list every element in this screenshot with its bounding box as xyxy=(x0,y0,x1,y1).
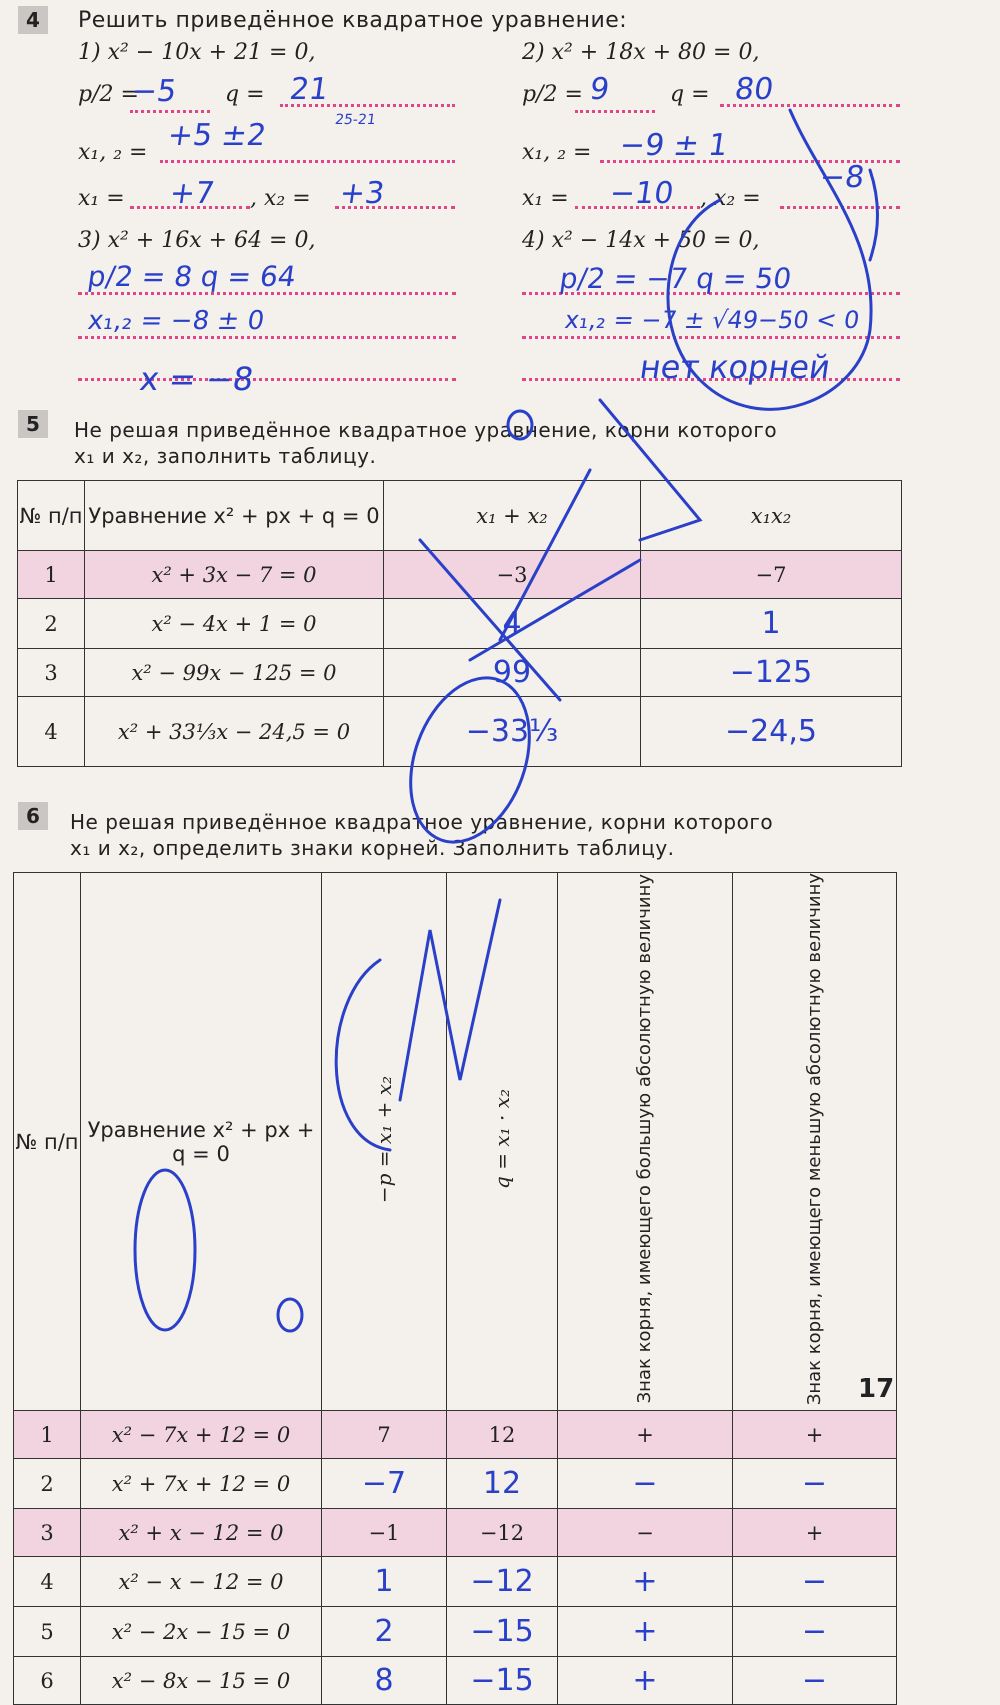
t6-r2-eq: x² + 7x + 12 = 0 xyxy=(81,1459,322,1509)
t5-r3-prod: −125 xyxy=(729,655,813,690)
task-4-equation-1: 1) x² − 10x + 21 = 0, xyxy=(78,40,316,65)
t6-r5-eq: x² − 2x − 15 = 0 xyxy=(81,1607,322,1657)
t5-r3-eq: x² − 99x − 125 = 0 xyxy=(85,649,384,697)
t6-header-q: q = x₁ · x₂ xyxy=(490,1089,514,1190)
t5-r4-prod: −24,5 xyxy=(725,714,817,749)
scribble-hook xyxy=(870,170,878,260)
t6-r1-p: 7 xyxy=(322,1411,447,1459)
t6-r1-q: 12 xyxy=(447,1411,558,1459)
t6-r4-n: 4 xyxy=(14,1557,81,1607)
task-4-equation-2: 2) x² + 18x + 80 = 0, xyxy=(522,40,760,65)
task-4-title: Решить приведённое квадратное уравнение: xyxy=(78,8,628,33)
task-4-equation-4: 4) x² − 14x + 50 = 0, xyxy=(522,228,760,253)
t5-header-sum: x₁ + x₂ xyxy=(384,481,641,551)
task-5-table xyxy=(17,480,902,767)
t6-r6-p: 8 xyxy=(374,1663,394,1699)
t6-r6-n: 6 xyxy=(14,1657,81,1705)
eq2-x12-label: x₁, ₂ = xyxy=(522,140,592,165)
t6-r3-p: −1 xyxy=(322,1509,447,1557)
hw-eq2-q: 80 xyxy=(732,72,776,107)
eq2-p-half-label: p/2 = xyxy=(522,82,583,107)
table-row xyxy=(18,599,902,649)
t5-r4-eq: x² + 33⅓x − 24,5 = 0 xyxy=(85,697,384,767)
hw-eq1-p: −5 xyxy=(129,74,179,109)
hw-eq1-x1: +7 xyxy=(167,176,217,211)
hw-eq3-line1: p/2 = 8 q = 64 xyxy=(85,260,298,293)
task-4-number: 4 xyxy=(18,6,48,34)
t6-header-neg-p: −p = x₁ + x₂ xyxy=(372,1075,396,1203)
hw-eq2-x1: −10 xyxy=(607,176,676,211)
eq2-x2-label: , x₂ = xyxy=(700,186,761,211)
t6-r5-n: 5 xyxy=(14,1607,81,1657)
t5-r3-sum: 99 xyxy=(492,655,532,690)
table-row xyxy=(18,697,902,767)
t6-r6-eq: x² − 8x − 15 = 0 xyxy=(81,1657,322,1705)
hw-eq4-line3: нет корней xyxy=(637,348,833,386)
t6-r6-small: − xyxy=(801,1663,828,1699)
t6-r1-n: 1 xyxy=(14,1411,81,1459)
t6-r3-eq: x² + x − 12 = 0 xyxy=(81,1509,322,1557)
task-6-title-line1: Не решая приведённое квадратное уравнение, корни которого xyxy=(70,810,774,834)
task-6-number: 6 xyxy=(18,802,48,830)
t6-header-number: № п/п xyxy=(14,873,81,1411)
t5-r3-n: 3 xyxy=(18,649,85,697)
t6-r3-big: − xyxy=(558,1509,733,1557)
t6-r5-q: −15 xyxy=(470,1614,534,1650)
t5-header-number: № п/п xyxy=(18,481,85,551)
t6-r1-eq: x² − 7x + 12 = 0 xyxy=(81,1411,322,1459)
table-row xyxy=(14,1411,897,1459)
t6-r1-big: + xyxy=(558,1411,733,1459)
eq1-q-label: q = xyxy=(225,82,265,107)
t5-r2-eq: x² − 4x + 1 = 0 xyxy=(85,599,384,649)
t5-r1-sum: −3 xyxy=(384,551,641,599)
hw-eq3-line3: x = −8 xyxy=(137,360,256,398)
table-row xyxy=(14,1509,897,1557)
eq2-x1-label: x₁ = xyxy=(522,186,569,211)
table-row xyxy=(14,1657,897,1705)
t5-r4-n: 4 xyxy=(18,697,85,767)
table-row xyxy=(18,551,902,599)
hw-eq1-x12: +5 ±2 xyxy=(165,118,269,153)
table-row xyxy=(14,1607,897,1657)
t6-r3-small: + xyxy=(733,1509,897,1557)
table-row xyxy=(14,1557,897,1607)
eq2-q-label: q = xyxy=(670,82,710,107)
t6-r4-eq: x² − x − 12 = 0 xyxy=(81,1557,322,1607)
t6-header-small-sign: Знак корня, имеющего меньшую абсолютную величину xyxy=(803,873,825,1406)
task-4-equation-3: 3) x² + 16x + 64 = 0, xyxy=(78,228,316,253)
hw-eq3-line2: x₁,₂ = −8 ± 0 xyxy=(85,306,267,336)
task-6-title-line2: x₁ и x₂, определить знаки корней. Заполнить таблицу. xyxy=(70,836,675,860)
t6-r6-big: + xyxy=(632,1663,658,1699)
t5-r4-sum: −33⅓ xyxy=(465,714,559,749)
t6-r1-small: + xyxy=(733,1411,897,1459)
t6-r2-p: −7 xyxy=(361,1466,407,1502)
t6-r2-small: − xyxy=(801,1466,828,1502)
t6-r2-big: − xyxy=(632,1466,658,1502)
eq1-x1-label: x₁ = xyxy=(78,186,125,211)
hw-eq2-x2: −8 xyxy=(817,160,867,195)
task-6-table xyxy=(13,872,897,1705)
table-row xyxy=(18,649,902,697)
t5-header-product: x₁x₂ xyxy=(641,481,902,551)
t6-header-equation: Уравнение x² + px + q = 0 xyxy=(81,873,322,1411)
hw-eq2-x12: −9 ± 1 xyxy=(617,128,730,163)
t6-r4-small: − xyxy=(801,1564,828,1600)
t6-r2-q: 12 xyxy=(482,1466,522,1502)
t6-header-big-sign: Знак корня, имеющего большую абсолютную величину xyxy=(634,874,655,1404)
hw-eq1-x2: +3 xyxy=(337,176,387,211)
t5-r1-n: 1 xyxy=(18,551,85,599)
hw-eq4-line1: p/2 = −7 q = 50 xyxy=(557,262,794,295)
table-row xyxy=(14,1459,897,1509)
task-5-title-line2: x₁ и x₂, заполнить таблицу. xyxy=(74,444,377,468)
hw-eq1-note: 25-21 xyxy=(333,112,377,128)
t6-r4-q: −12 xyxy=(470,1564,534,1600)
task-5-number: 5 xyxy=(18,410,48,438)
t5-r2-n: 2 xyxy=(18,599,85,649)
hw-eq2-p: 9 xyxy=(587,72,612,107)
hw-eq1-q: 21 xyxy=(287,72,331,107)
t6-r4-p: 1 xyxy=(374,1564,394,1600)
t6-r5-big: + xyxy=(632,1614,658,1650)
page-number: 17 xyxy=(858,1374,895,1404)
eq1-x2-label: , x₂ = xyxy=(250,186,311,211)
t6-r6-q: −15 xyxy=(470,1663,534,1699)
t6-r4-big: + xyxy=(632,1564,658,1600)
t6-r2-n: 2 xyxy=(14,1459,81,1509)
t5-r1-prod: −7 xyxy=(641,551,902,599)
task-5-title-line1: Не решая приведённое квадратное уравнение, корни которого xyxy=(74,418,778,442)
t6-r5-p: 2 xyxy=(374,1614,394,1650)
eq1-p-half-label: p/2 = xyxy=(78,82,139,107)
hw-eq4-line2: x₁,₂ = −7 ± √49−50 < 0 xyxy=(563,306,862,334)
t5-r1-eq: x² + 3x − 7 = 0 xyxy=(85,551,384,599)
t5-r2-prod: 1 xyxy=(761,606,781,641)
t5-r2-sum: 4 xyxy=(502,606,522,641)
t6-r3-q: −12 xyxy=(447,1509,558,1557)
t5-header-equation: Уравнение x² + px + q = 0 xyxy=(85,481,384,551)
t6-r5-small: − xyxy=(801,1614,828,1650)
eq1-x12-label: x₁, ₂ = xyxy=(78,140,148,165)
t6-r3-n: 3 xyxy=(14,1509,81,1557)
